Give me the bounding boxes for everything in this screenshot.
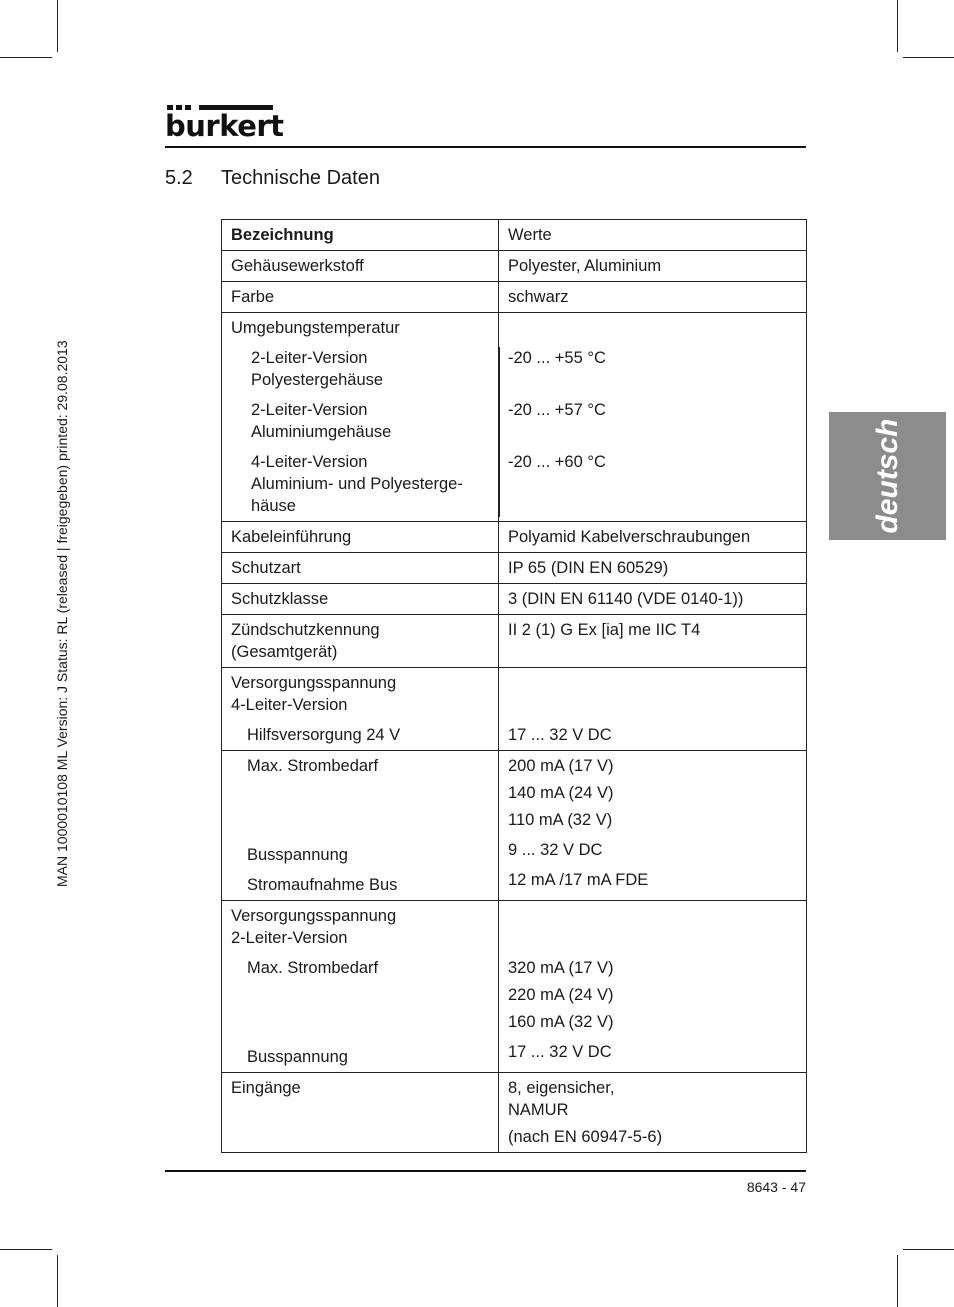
sub-label: häuse — [251, 497, 296, 515]
temperature-value: -20 ... +57 °C — [508, 401, 606, 419]
sub-value: NAMUR — [508, 1101, 569, 1119]
row-label: Eingänge — [222, 1073, 499, 1153]
current-value: 220 mA (24 V) — [508, 986, 614, 1004]
burkert-logo — [165, 105, 284, 145]
temperature-value: -20 ... +55 °C — [508, 349, 606, 367]
sub-label: Aluminium- und Polyesterge- — [251, 475, 463, 493]
sub-label: Hilfsversorgung 24 V — [247, 726, 401, 744]
sub-label: Polyestergehäuse — [251, 371, 384, 389]
row-value: schwarz — [499, 282, 807, 313]
sub-label: Aluminiumgehäuse — [251, 423, 392, 441]
row-label: Farbe — [222, 282, 499, 313]
sub-value: 17 ... 32 V DC — [508, 1043, 612, 1061]
row-value: Polyester, Aluminium — [499, 251, 807, 282]
crop-mark — [57, 1255, 58, 1307]
temp-values — [499, 347, 798, 517]
table-row — [222, 615, 807, 668]
sub-label: 2-Leiter-Version — [251, 349, 368, 367]
sub-value: 8, eigensicher, — [508, 1079, 615, 1097]
sub-label: Busspannung — [247, 846, 348, 864]
language-tab — [829, 412, 946, 540]
row-label: Gehäusewerkstoff — [222, 251, 499, 282]
spec-table — [221, 219, 807, 1153]
footer-rule — [165, 1170, 806, 1172]
language-tab-label: deutsch — [870, 418, 904, 534]
table-row — [222, 668, 807, 751]
header-label: Bezeichnung — [222, 220, 499, 251]
row-label — [222, 313, 499, 522]
sub-value: 9 ... 32 V DC — [508, 841, 603, 859]
crop-mark — [0, 57, 52, 58]
crop-mark — [903, 57, 954, 58]
row-value — [499, 313, 807, 522]
table-row — [222, 251, 807, 282]
table-row — [222, 1073, 807, 1153]
table-row — [222, 313, 807, 522]
table-row — [222, 282, 807, 313]
sub-value: 17 ... 32 V DC — [508, 726, 612, 744]
row-label: Kabeleinführung — [222, 522, 499, 553]
current-value: 160 mA (32 V) — [508, 1013, 614, 1031]
row-label-text: 4-Leiter-Version — [231, 696, 348, 714]
crop-mark — [903, 1249, 954, 1250]
current-value: 110 mA (32 V) — [508, 811, 613, 829]
logo-text: burkert — [165, 109, 284, 143]
table-row — [222, 522, 807, 553]
sub-label: Stromaufnahme Bus — [247, 876, 398, 894]
row-value: 3 (DIN EN 61140 (VDE 0140-1)) — [499, 584, 807, 615]
document-status-text: MAN 1000010108 ML Version: J Status: RL (released | freigegeben) printed: 29.08.2013 — [54, 340, 70, 887]
row-label — [222, 668, 499, 751]
page-number: 8643 - 47 — [746, 1179, 806, 1195]
table-row — [222, 584, 807, 615]
table-row — [222, 901, 807, 1073]
header-value: Werte — [499, 220, 807, 251]
sub-value: 12 mA /17 mA FDE — [508, 871, 649, 889]
sub-value: (nach EN 60947-5-6) — [508, 1128, 663, 1146]
row-label-text: Versorgungsspannung — [231, 907, 397, 925]
table-row — [222, 751, 807, 901]
crop-mark — [897, 1255, 898, 1307]
table-row — [222, 553, 807, 584]
current-value: 140 mA (24 V) — [508, 784, 614, 802]
crop-mark — [57, 0, 58, 52]
row-label-text: (Gesamtgerät) — [231, 643, 338, 661]
row-value — [499, 1073, 807, 1153]
row-value: IP 65 (DIN EN 60529) — [499, 553, 807, 584]
row-label — [222, 901, 499, 1073]
sub-label: 4-Leiter-Version — [251, 453, 368, 471]
sub-label: Max. Strombedarf — [247, 757, 379, 775]
row-label-text: Versorgungsspannung — [231, 674, 397, 692]
row-label-text: Umgebungstemperatur — [231, 319, 400, 337]
temperature-value: -20 ... +60 °C — [508, 453, 606, 471]
row-value — [499, 751, 807, 901]
row-label: Schutzklasse — [222, 584, 499, 615]
table-header-row — [222, 220, 807, 251]
crop-mark — [0, 1249, 52, 1250]
document-status-sidebar — [48, 251, 78, 887]
row-label — [222, 751, 499, 901]
row-value: II 2 (1) G Ex [ia] me IIC T4 — [499, 615, 807, 668]
row-label: Schutzart — [222, 553, 499, 584]
section-heading — [165, 167, 380, 190]
row-label-text: Zündschutzkennung — [231, 621, 380, 639]
row-value: Polyamid Kabelverschraubungen — [499, 522, 807, 553]
current-value: 320 mA (17 V) — [508, 959, 614, 977]
sub-label: Busspannung — [247, 1048, 348, 1066]
row-label-text: 2-Leiter-Version — [231, 929, 348, 947]
crop-mark — [897, 0, 898, 52]
section-number: 5.2 — [165, 167, 193, 189]
row-label — [222, 615, 499, 668]
row-value — [499, 668, 807, 751]
header-rule — [165, 146, 806, 148]
section-title: Technische Daten — [221, 167, 380, 189]
current-value: 200 mA (17 V) — [508, 757, 614, 775]
sub-label: Max. Strombedarf — [247, 959, 379, 977]
sub-label: 2-Leiter-Version — [251, 401, 368, 419]
row-value — [499, 901, 807, 1073]
